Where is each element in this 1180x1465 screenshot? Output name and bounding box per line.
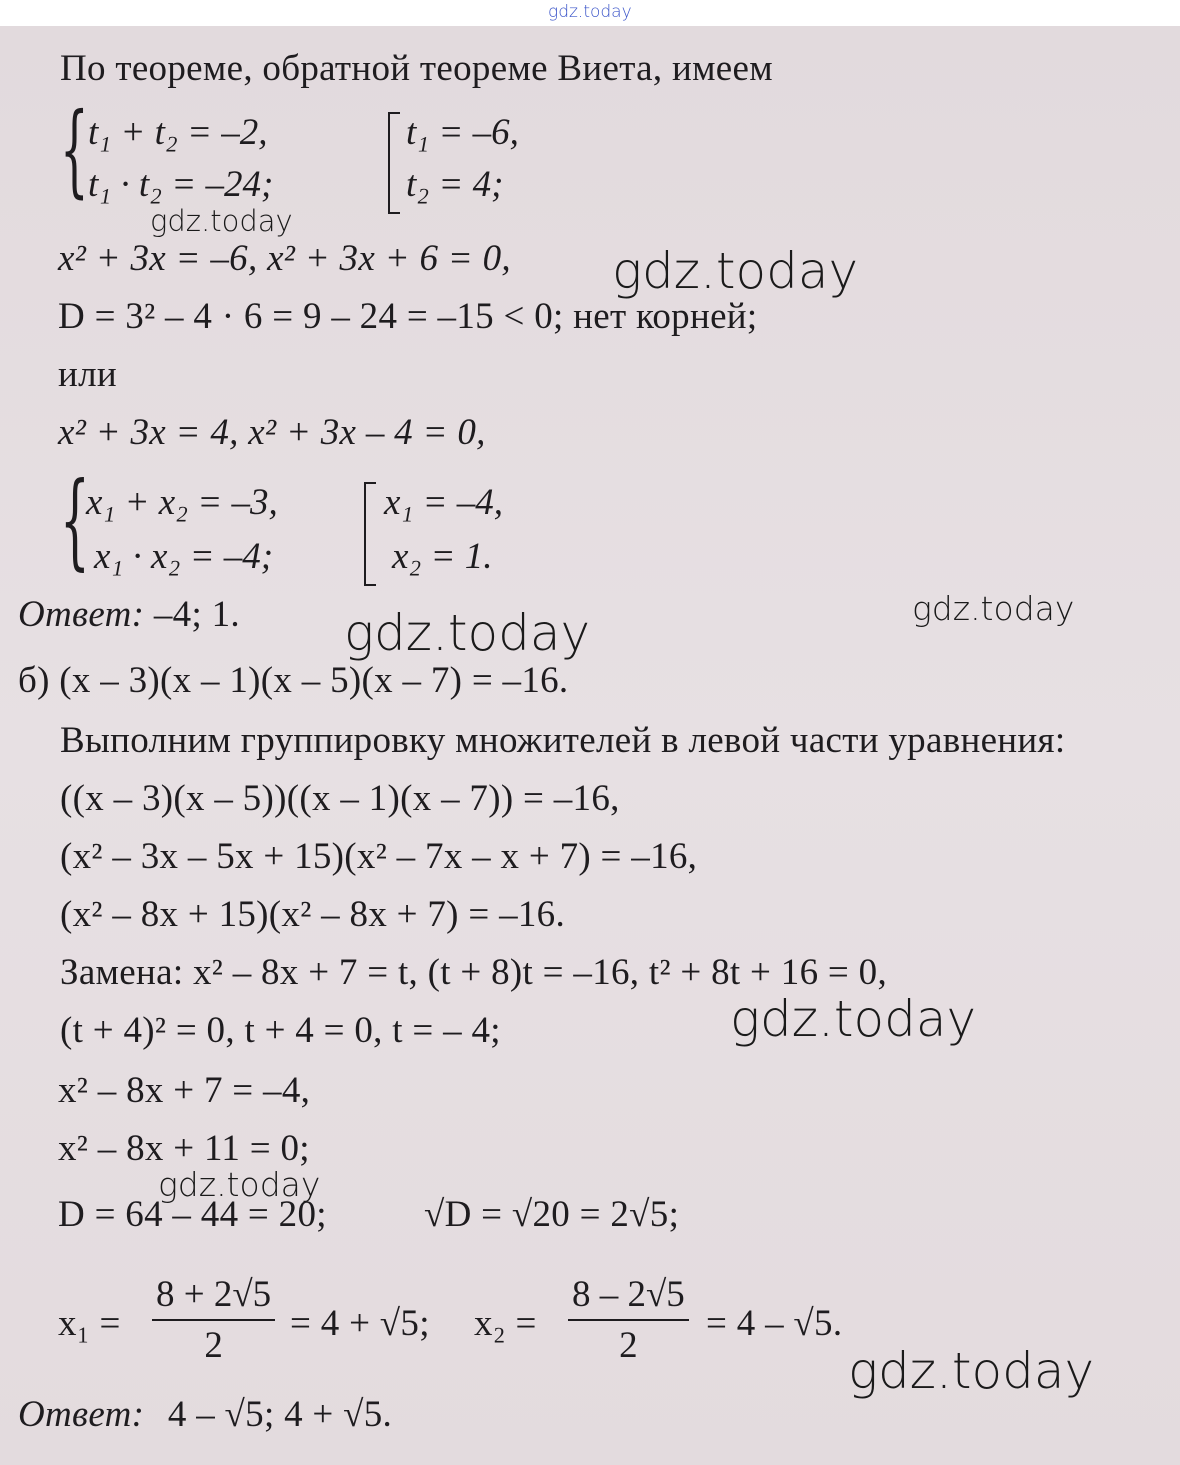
- eq-line-3: x² + 3x = –6, x² + 3x + 6 = 0,: [58, 238, 511, 279]
- system-t-row-1: t₁ + t₂ = –2,: [88, 112, 268, 153]
- x2-fraction: [568, 1276, 689, 1364]
- left-brace: {: [60, 459, 90, 581]
- x1-fraction: [152, 1276, 275, 1364]
- system-x-row-1: x₁ + x₂ = –3,: [86, 482, 278, 523]
- set-x: [364, 474, 564, 584]
- set-x-row-1: x₁ = –4,: [384, 482, 504, 523]
- answer-value: –4; 1.: [153, 594, 240, 635]
- system-t-row-2: t₁ · t₂ = –24;: [88, 164, 274, 205]
- grouping-line-2: (x² – 3x – 5x + 15)(x² – 7x – x + 7) = –16,: [60, 836, 698, 877]
- system-x: [60, 459, 360, 584]
- substitution-line: Замена: x² – 8x + 7 = t, (t + 8)t = –16, t² + 8t + 16 = 0,: [60, 952, 887, 993]
- watermark-small-c: gdz.today: [158, 1165, 321, 1204]
- back-substitution-1: x² – 8x + 7 = –4,: [58, 1070, 311, 1111]
- grouping-text: Выполним группировку множителей в левой части уравнения:: [60, 720, 1066, 761]
- watermark-large-b: gdz.today: [344, 604, 591, 662]
- system-t: [60, 91, 360, 208]
- top-strip: [0, 0, 1180, 26]
- left-brace: {: [60, 91, 89, 208]
- system-x-row-2: x₁ · x₂ = –4;: [94, 536, 274, 577]
- set-x-row-2: x₂ = 1.: [392, 536, 493, 577]
- x1-label: x₁ =: [58, 1303, 121, 1344]
- watermark-small-a: gdz.today: [150, 204, 293, 238]
- x2-denominator: 2: [619, 1325, 638, 1366]
- x1-denominator: 2: [204, 1325, 223, 1366]
- left-bracket: [388, 112, 400, 214]
- x2-result: = 4 – √5.: [706, 1303, 843, 1344]
- sqrt-d-line: √D = √20 = 2√5;: [424, 1194, 680, 1235]
- grouping-line-3: (x² – 8x + 15)(x² – 8x + 7) = –16.: [60, 894, 566, 935]
- back-substitution-2: x² – 8x + 11 = 0;: [58, 1128, 310, 1169]
- set-t-row-1: t₁ = –6,: [406, 112, 519, 153]
- watermark-large-d: gdz.today: [848, 1342, 1095, 1400]
- part-b-heading: б) (x – 3)(x – 1)(x – 5)(x – 7) = –16.: [18, 660, 569, 701]
- x2-label: x₂ =: [474, 1303, 537, 1344]
- discriminant-line-1: D = 3² – 4 · 6 = 9 – 24 = –15 < 0; нет корней;: [58, 296, 758, 337]
- watermark-top: gdz.today: [548, 2, 632, 22]
- intro-line: По теореме, обратной теореме Виета, имеем: [60, 48, 773, 89]
- t-solution-line: (t + 4)² = 0, t + 4 = 0, t = – 4;: [60, 1010, 501, 1051]
- watermark-large-a: gdz.today: [612, 242, 859, 300]
- watermark-large-c: gdz.today: [730, 990, 977, 1048]
- discriminant-line-2: D = 64 – 44 = 20;: [58, 1194, 327, 1235]
- set-t: [388, 108, 588, 208]
- grouping-line-1: ((x – 3)(x – 5))((x – 1)(x – 7)) = –16,: [60, 778, 620, 819]
- answer-line-1: [18, 596, 240, 633]
- left-bracket: [364, 482, 376, 586]
- x1-result: = 4 + √5;: [290, 1303, 430, 1344]
- answer-line-2: [18, 1396, 392, 1433]
- set-t-row-2: t₂ = 4;: [406, 164, 504, 205]
- answer-label: Ответ:: [18, 594, 145, 635]
- x2-numerator: 8 – 2√5: [568, 1276, 689, 1321]
- answer-value: 4 – √5; 4 + √5.: [167, 1394, 393, 1435]
- answer-label: Ответ:: [18, 1394, 145, 1435]
- x1-numerator: 8 + 2√5: [152, 1276, 275, 1321]
- watermark-small-b: gdz.today: [912, 589, 1075, 628]
- eq-line-6: x² + 3x = 4, x² + 3x – 4 = 0,: [58, 412, 486, 453]
- or-line: или: [58, 354, 117, 395]
